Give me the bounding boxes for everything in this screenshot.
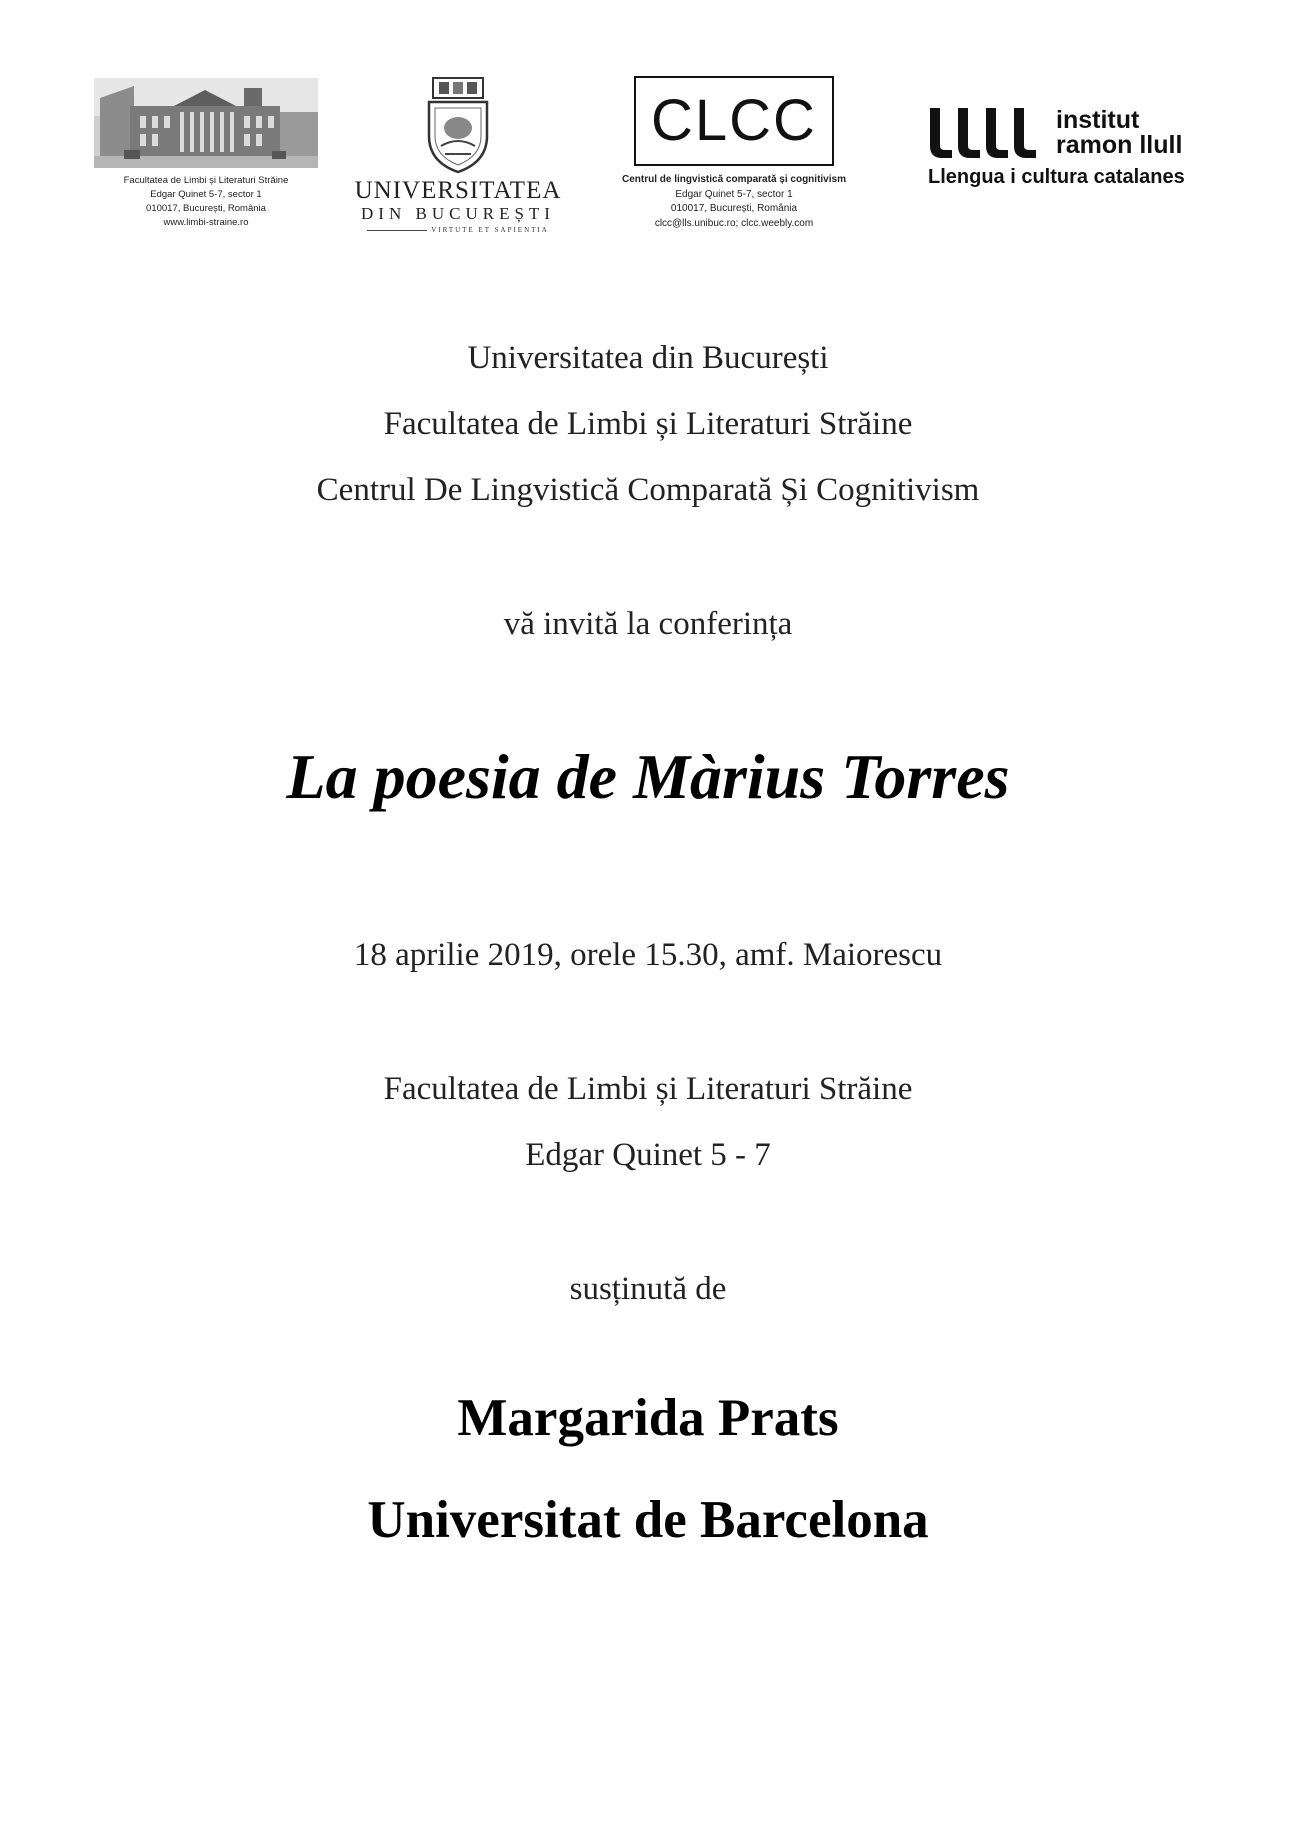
date-time-place: 18 aprilie 2019, orele 15.30, amf. Maiorescu bbox=[353, 937, 943, 973]
invitation-text: vă invită la conferința bbox=[503, 606, 793, 642]
clcc-address-line: Edgar Quinet 5-7, sector 1 bbox=[675, 188, 793, 200]
venue-name: Facultatea de Limbi și Literaturi Străine bbox=[383, 1071, 913, 1107]
irl-line-2: ramon llull bbox=[1056, 131, 1183, 159]
faculty-caption-line: Facultatea de Limbi și Literaturi Străine bbox=[123, 175, 289, 186]
clcc-address-line: 010017, București, România bbox=[670, 203, 798, 214]
conference-title: La poesia de Màrius Torres bbox=[286, 741, 1010, 812]
venue-address: Edgar Quinet 5 - 7 bbox=[525, 1137, 771, 1173]
faculty-caption-line: Edgar Quinet 5-7, sector 1 bbox=[150, 189, 262, 200]
speaker-affiliation: Universitat de Barcelona bbox=[367, 1491, 929, 1549]
irl-tagline: Llengua i cultura catalanes bbox=[928, 166, 1185, 188]
llll-mark-icon bbox=[928, 108, 1044, 158]
university-name: UNIVERSITATEA bbox=[354, 177, 562, 204]
university-city: DIN BUCUREȘTI bbox=[361, 204, 555, 223]
header-university: Universitatea din București bbox=[467, 340, 829, 376]
faculty-caption-line: www.limbi-straine.ro bbox=[163, 217, 249, 228]
university-logo bbox=[346, 76, 570, 234]
header-faculty: Facultatea de Limbi și Literaturi Străine bbox=[383, 406, 913, 442]
speaker-name: Margarida Prats bbox=[457, 1389, 839, 1447]
header-center: Centrul De Lingvistică Comparată Și Cognitivism bbox=[316, 472, 980, 508]
clcc-contact: clcc@lls.unibuc.ro; clcc.weebly.com bbox=[654, 217, 814, 229]
clcc-full-name: Centrul de lingvistică comparată și cognitivism bbox=[622, 174, 846, 185]
university-motto: VIRTUTE ET SAPIENTIA bbox=[431, 226, 549, 234]
motto-divider bbox=[367, 230, 427, 231]
faculty-building-photo bbox=[94, 78, 318, 168]
faculty-logo bbox=[94, 78, 318, 230]
clcc-logo-box bbox=[634, 76, 834, 166]
irl-line-1: institut bbox=[1056, 106, 1140, 134]
clcc-logo bbox=[578, 76, 890, 231]
university-crest-icon bbox=[419, 76, 497, 176]
presented-by: susținută de bbox=[569, 1271, 727, 1307]
clcc-acronym: CLCC bbox=[651, 88, 817, 153]
institut-ramon-llull-logo bbox=[928, 108, 1228, 189]
faculty-caption-line: 010017, București, România bbox=[146, 203, 266, 214]
